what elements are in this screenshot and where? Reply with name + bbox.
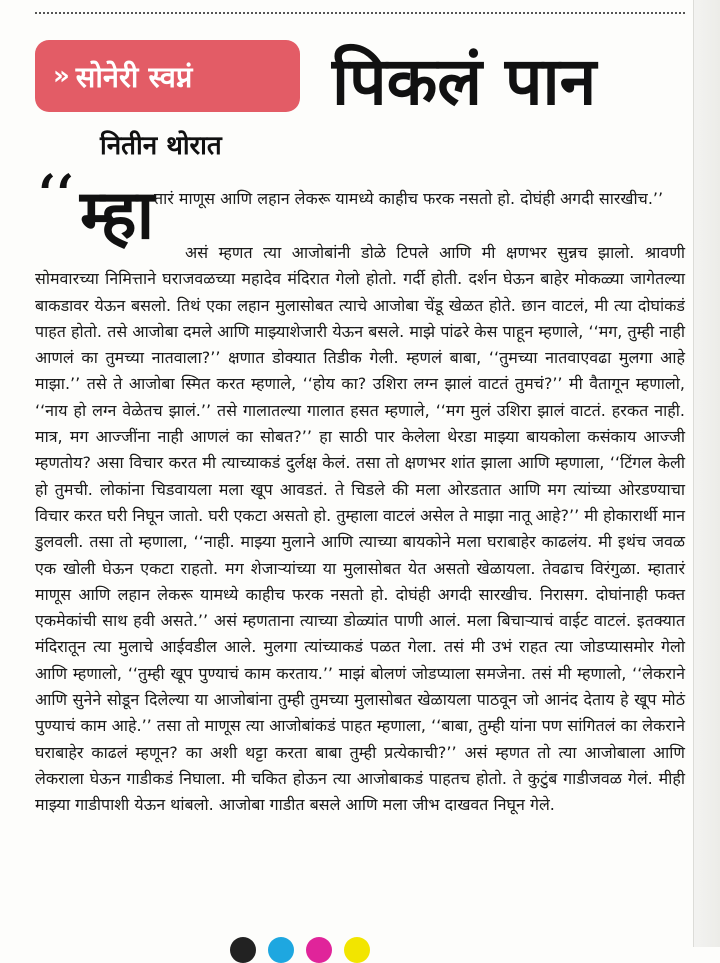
registration-marks <box>230 937 370 963</box>
registration-dot-yellow <box>344 937 370 963</box>
registration-dot-magenta <box>306 937 332 963</box>
author-byline: नितीन थोरात <box>100 131 222 161</box>
section-badge-label: सोनेरी स्वप्नं <box>75 59 193 94</box>
opening-quote-mark: ‘‘ <box>38 164 75 225</box>
registration-dot-black <box>230 937 256 963</box>
drop-cap: म्हा <box>80 176 155 255</box>
registration-dot-cyan <box>268 937 294 963</box>
page-edge <box>693 0 720 947</box>
chevron-right-icon: » <box>53 61 66 91</box>
lead-paragraph: तारं माणूस आणि लहान लेकरू यामध्ये काहीच फरक नसतो हो. दोघंही अगदी सारखीच.’’ <box>154 189 664 208</box>
article-body: असं म्हणत त्या आजोबांनी डोळे टिपले आणि मी क्षणभर सुन्नच झालो. श्रावणी सोमवारच्या निमित्ताने घराजवळच्या महादेव मंदिरात गेलो होतो. गर्दी होती. दर्शन घेऊन बाहेर मोकळ्या जागेतल्या बाकडावर येऊन बसलो. तिथं एका लहान मुलासोबत त्याचे आजोबा चेंडू खेळत होते. छान वाटलं, मी त्या दोघांकडं पाहत होतो. तसे आजोबा दमले आणि माझ्याशेजारी येऊन बसले. माझे पांढरे केस पाहून म्हणाले, ‘‘मग, तुम्ही नाही आणलं का तुमच्या नातवाला?’’ क्षणात डोक्यात तिडीक गेली. म्हणलं बाबा, ‘‘तुमच्या नातवाएवढा मुलगा आहे माझा.’’ तसे ते आजोबा स्मित करत म्हणाले, ‘‘होय का? उशिरा लग्न झालं वाटतं तुमचं?’’ मी वैतागून म्हणालो, ‘‘नाय हो लग्न वेळेतच झालं.’’ तसे गालातल्या गालात हसत म्हणाले, ‘‘मग मुलं उशिरा झालं वाटतं. हरकत नाही. मात्र, मग आज्जींना नाही आणलं का सोबत?’’ हा साठी पार केलेला थेरडा माझ्या बायकोला कसंकाय आज्जी म्हणतोय? असा विचार करत मी त्याच्याकडं दुर्लक्ष केलं. तसा तो क्षणभर शांत झाला आणि म्हणाला, ‘‘टिंगल केली हो तुमची. लोकांना चिडवायला मला खूप आवडतं. ते चिडले की मला ओरडतात आणि मग त्यांच्या ओरडण्याचा विचार करत घरी निघून जातो. घरी एकटा असतो हो. तुम्हाला वाटलं असेल ते माझा नातू आहे?’’ मी होकारार्थी मान डुलवली. तसा तो म्हणाला, ‘‘नाही. माझ्या मुलाने आणि त्याच्या बायकोने मला घराबाहेर काढलंय. मी इथंच जवळ एक खोली घेऊन एकटा राहतो. मग शेजाऱ्यांच्या या मुलासोबत येत असतो खेळायला. तेवढाच विरंगुळा. म्हातारं माणूस आणि लहान लेकरू यामध्ये काहीच फरक नसतो हो. दोघंही अगदी सारखीच. निरासग. दोघांनाही फक्त एकमेकांची साथ हवी असते.’’ असं म्हणताना त्याच्या डोळ्यांत पाणी आलं. मला बिचाऱ्याचं वाईट वाटलं. इतक्यात मंदिरातून त्या मुलाचे आईवडील आले. मुलगा त्यांच्याकडं पळत गेला. तसं मी उभं राहत त्या जोडप्यासमोर गेलो आणि म्हणालो, ‘‘तुम्ही खूप पुण्याचं काम करताय.’’ माझं बोलणं जोडप्याला समजेना. तसं मी म्हणालो, ‘‘लेकराने आणि सुनेने सोडून दिलेल्या या आजोबांना तुम्ही तुमच्या मुलासोबत खेळायला पाठवून जो आनंद देताय हे खूप मोठं पुण्याचं काम आहे.’’ तसा तो माणूस त्या आजोबांकडं पाहत म्हणाला, ‘‘बाबा, तुम्ही यांना पण सांगितलं का लेकराने घराबाहेर काढलं म्हणून? का अशी थट्टा करता बाबा तुम्ही प्रत्येकाची?’’ असं म्हणत तो त्या आजोबाला आणि लेकराला घेऊन गाडीकडं निघाला. मी चकित होऊन त्या आजोबाकडं पाहतच होतो. ते कुटुंब गाडीजवळ गेलं. मीही माझ्या गाडीपाशी येऊन थांबलो. आजोबा गाडीत बसले आणि मला जीभ दाखवत निघून गेले. <box>35 243 685 815</box>
headline: पिकलं पान <box>332 43 597 120</box>
section-badge <box>35 40 300 112</box>
top-dotted-rule <box>35 12 685 14</box>
